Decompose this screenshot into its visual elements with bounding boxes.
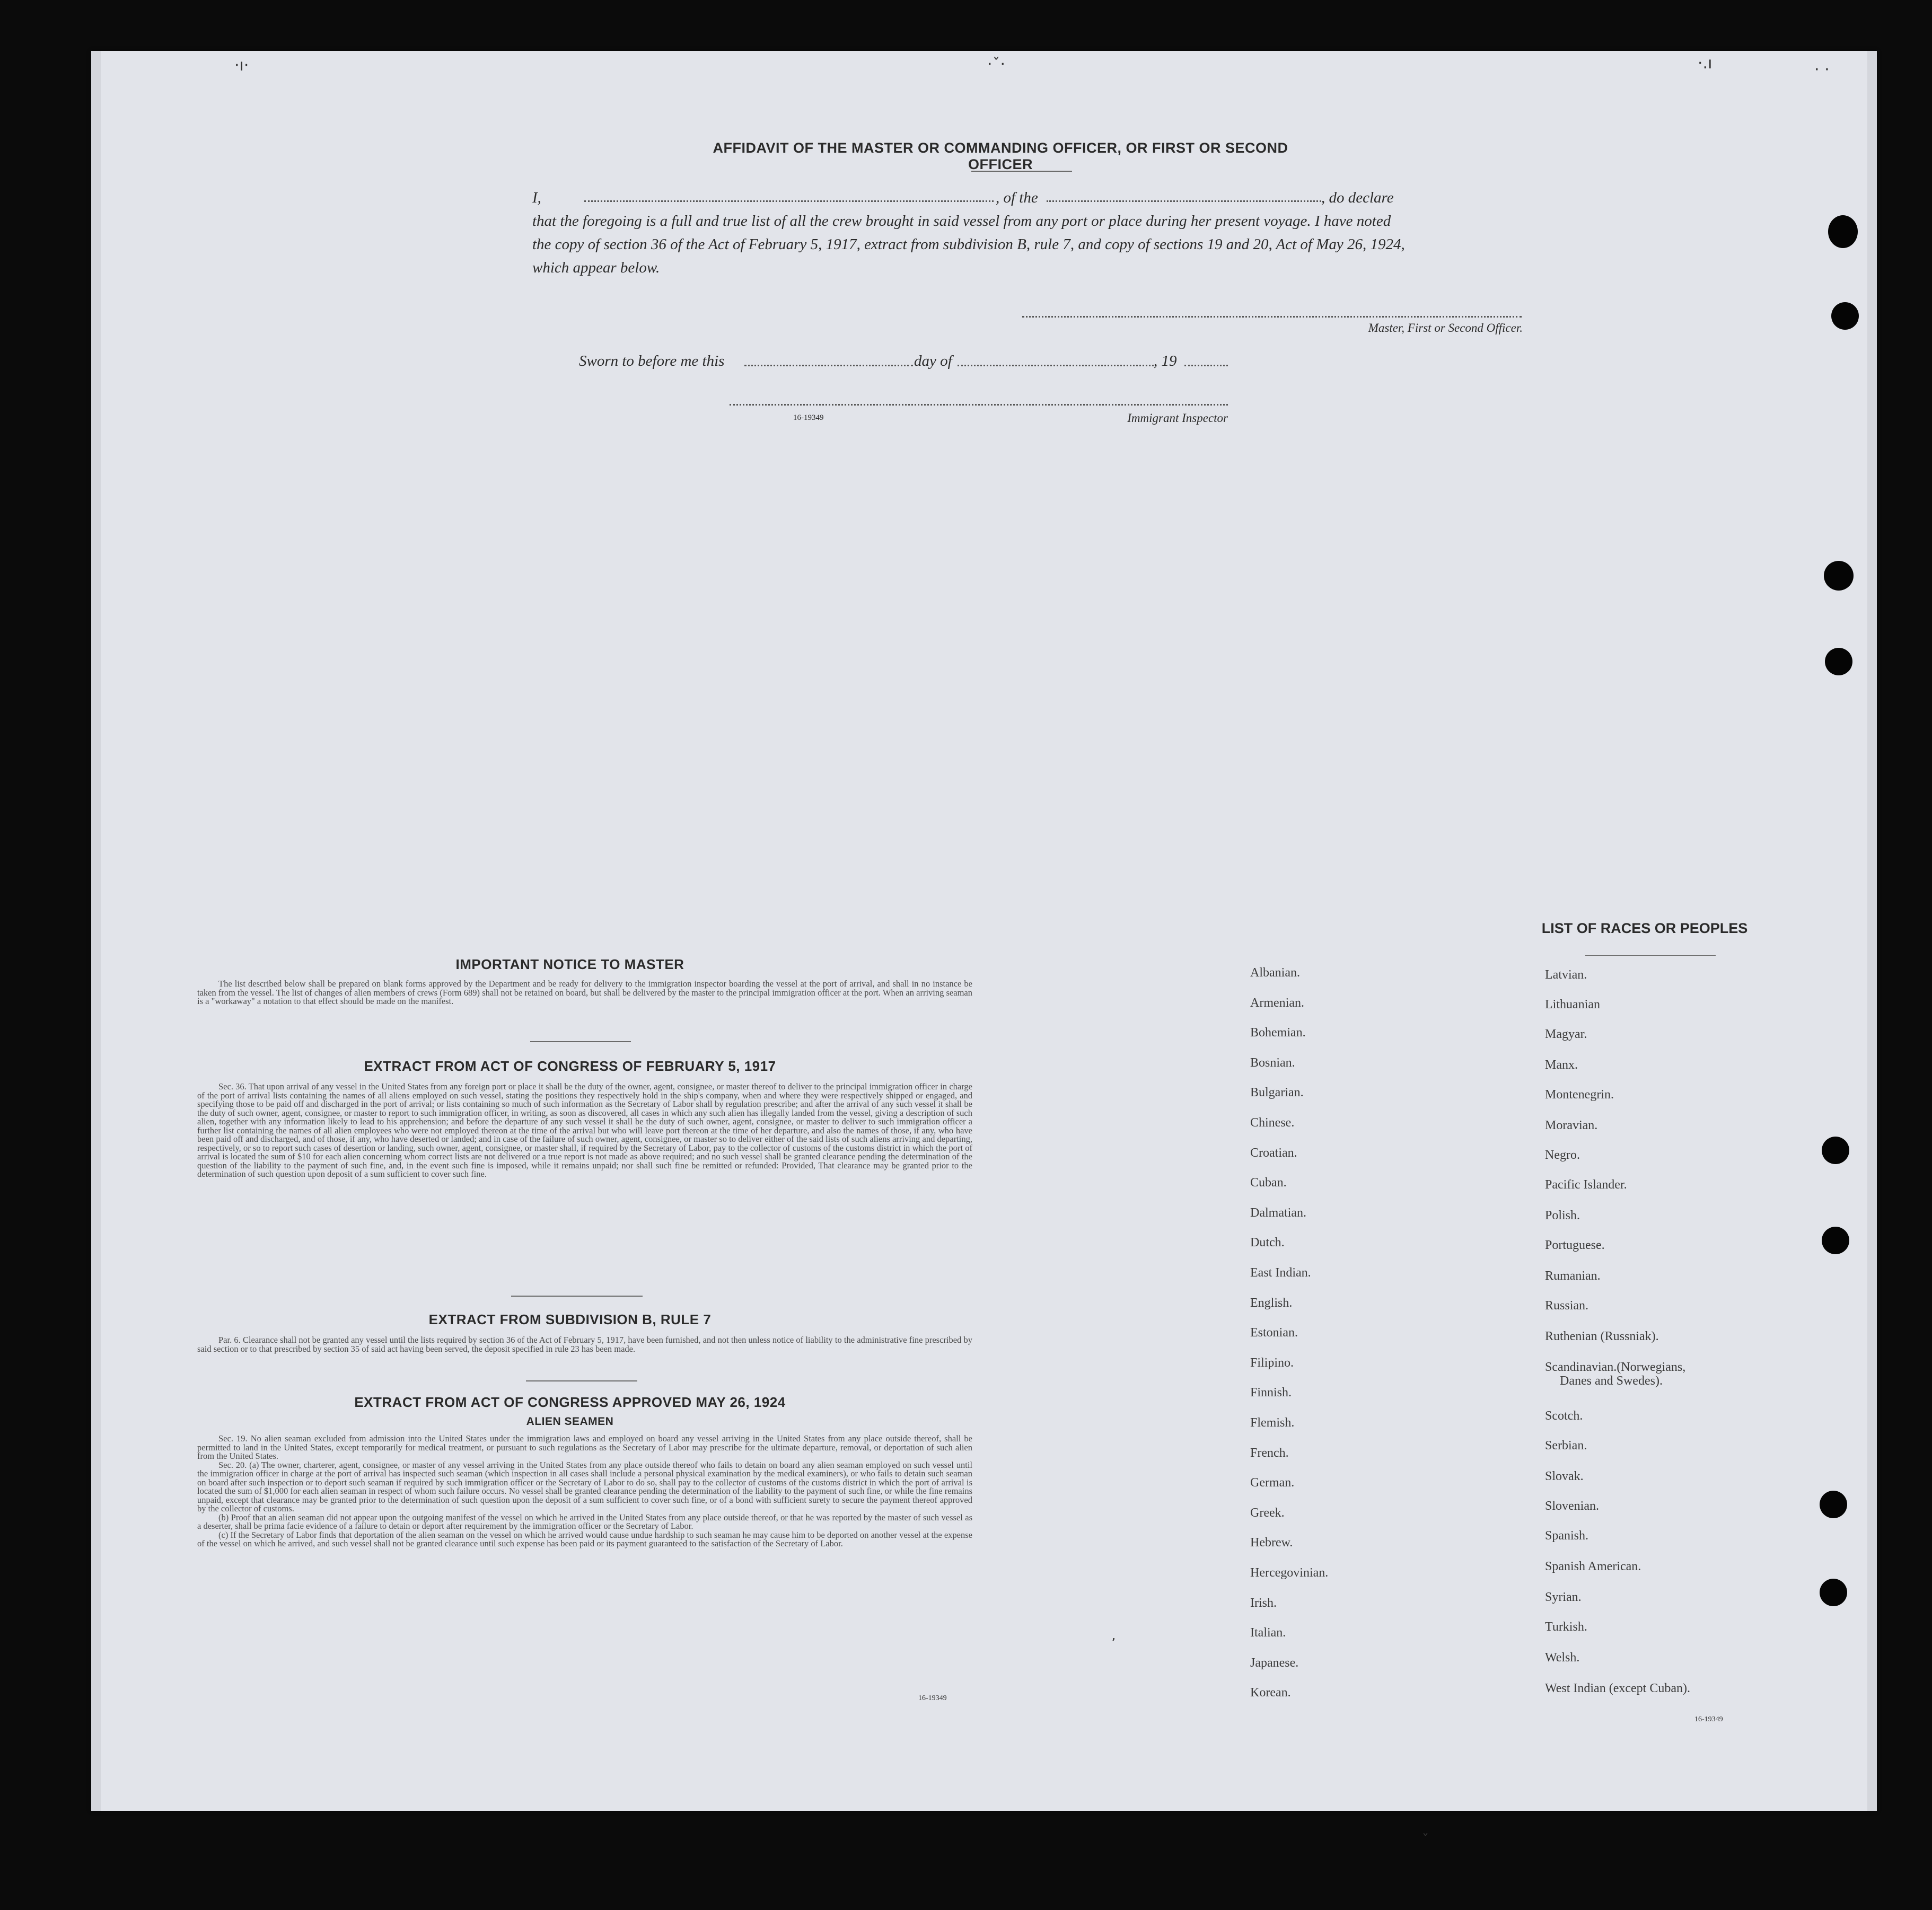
- page-edge-left: [91, 51, 101, 1811]
- race-right-item: Syrian.: [1545, 1590, 1582, 1604]
- race-left-item: Chinese.: [1250, 1116, 1295, 1130]
- race-left-item: Filipino.: [1250, 1356, 1294, 1370]
- sec-20a-paragraph: Sec. 20. (a) The owner, charterer, agent, consignee, or master of any vessel arriving in the United States from any place outside thereof who fails to detain on board any alien seaman employed on such vessel until the immigration officer in charge at the port of arrival has inspected such seaman (which inspection in all cases shall include a personal physical examination by the medical examiners), or who fails to detain such seaman on board after such inspection or to deport such seaman if required by such immigration officer or the Secretary of Labor to do so, shall pay to the collector of customs of the customs district in which the port of arrival is located the sum of $1,000 for each alien seaman in respect of whom such failure occurs. No vessel shall be granted clearance pending the determination of the liability to the payment of such fine, or while the fine remains unpaid, except that clearance may be granted prior to the determination of such question upon the deposit of a sum sufficient to cover such fine, or of a bond with sufficient surety to secure the payment thereof approved by the collector of customs.: [197, 1459, 972, 1513]
- race-left-item: Cuban.: [1250, 1176, 1287, 1190]
- race-left-item: Armenian.: [1250, 996, 1304, 1010]
- master-signature-label: Master, First or Second Officer.: [1368, 321, 1523, 335]
- binder-hole: [1825, 648, 1852, 675]
- important-notice-title: IMPORTANT NOTICE TO MASTER: [455, 956, 684, 972]
- race-left-item: Greek.: [1250, 1506, 1285, 1520]
- binder-hole: [1824, 561, 1854, 591]
- race-right-item: Slovak.: [1545, 1469, 1584, 1483]
- race-left-item: Bohemian.: [1250, 1026, 1306, 1040]
- sworn-month-blank: [958, 365, 1154, 366]
- scan-speck: · ·: [1814, 60, 1830, 79]
- act-1924-title: EXTRACT FROM ACT OF CONGRESS APPROVED MAY 26, 1924: [354, 1394, 786, 1410]
- sworn-day-blank: [744, 365, 913, 366]
- rule-7-title: EXTRACT FROM SUBDIVISION B, RULE 7: [428, 1312, 712, 1327]
- binder-hole: [1822, 1137, 1849, 1164]
- race-right-item: Slovenian.: [1545, 1499, 1599, 1513]
- scan-speck: ˇ: [1422, 1832, 1429, 1848]
- race-right-item: Portuguese.: [1545, 1238, 1605, 1252]
- affidavit-title: AFFIDAVIT OF THE MASTER OR COMMANDING OFFICER, OR FIRST OR SECOND OFFICER: [713, 140, 1288, 172]
- race-right-item: West Indian (except Cuban).: [1545, 1682, 1690, 1695]
- race-left-item: Hercegovinian.: [1250, 1566, 1329, 1580]
- sworn-prefix: Sworn to before me this: [579, 353, 725, 369]
- race-right-item: Pacific Islander.: [1545, 1178, 1627, 1192]
- race-right-item: Scotch.: [1545, 1409, 1583, 1423]
- affidavit-text-line-2: that the foregoing is a full and true list of all the crew brought in said vessel from any port or place during her present voyage. I have noted: [532, 213, 1391, 230]
- race-right-item: Serbian.: [1545, 1439, 1587, 1453]
- important-notice-text: [197, 980, 972, 1006]
- sec-20b-paragraph: (b) Proof that an alien seaman did not appear upon the outgoing manifest of the vessel on which he arrived in the United States from any place outside thereof, or that he was reported by the master of such vessel as a deserter, shall be prima facie evidence of a failure to detain or deport after requirement by the immigration officer or the Secretary of Labor.: [197, 1512, 972, 1531]
- master-signature-line: [1022, 316, 1522, 318]
- race-right-item: Negro.: [1545, 1148, 1580, 1162]
- race-right-item: Ruthenian (Russniak).: [1545, 1330, 1659, 1343]
- sworn-day-label: day of: [914, 353, 952, 369]
- race-left-item: French.: [1250, 1446, 1289, 1460]
- document-page: [91, 51, 1877, 1848]
- race-left-item: English.: [1250, 1296, 1293, 1310]
- affidavit-i-label: I,: [532, 189, 541, 206]
- race-left-item: Flemish.: [1250, 1416, 1295, 1430]
- binder-hole: [1822, 1227, 1849, 1254]
- race-right-item: Turkish.: [1545, 1620, 1587, 1634]
- name-blank-line: [584, 200, 994, 202]
- race-right-item: Spanish.: [1545, 1529, 1589, 1543]
- race-right-item: Polish.: [1545, 1209, 1580, 1222]
- race-right-item: Latvian.: [1545, 968, 1587, 982]
- race-right-item: Lithuanian: [1545, 998, 1600, 1011]
- notices-form-number: 16-19349: [918, 1694, 947, 1702]
- race-right-item: Rumanian.: [1545, 1269, 1601, 1283]
- race-left-item: Dalmatian.: [1250, 1205, 1306, 1220]
- scan-speck: ·ı·: [234, 56, 249, 75]
- scan-speck: ·.ı: [1698, 54, 1713, 73]
- binder-hole: [1831, 302, 1859, 330]
- act-1917-text: [197, 1082, 972, 1179]
- binder-hole: [1820, 1579, 1847, 1606]
- scan-speck: ʼ: [1111, 1636, 1116, 1652]
- race-left-item: Finnish.: [1250, 1386, 1292, 1400]
- declare-label: , do declare: [1321, 189, 1394, 206]
- sworn-year-blank: [1184, 365, 1228, 366]
- race-left-item: German.: [1250, 1476, 1295, 1490]
- race-right-item: Manx.: [1545, 1058, 1578, 1072]
- par-6-paragraph: Par. 6. Clearance shall not be granted any vessel until the lists required by section 36 of the Act of February 5, 1917, have been furnished, and not then unless notice of liability to the administrative fine prescribed by said section or to that prescribed by section 35 of said act having been served, the deposit specified in rule 23 has been made.: [197, 1335, 972, 1354]
- section-divider: [511, 1296, 643, 1297]
- race-left-item: Albanian.: [1250, 966, 1300, 980]
- inspector-signature-line: [730, 404, 1228, 406]
- sec-36-paragraph: Sec. 36. That upon arrival of any vessel in the United States from any foreign port or place it shall be the duty of the owner, agent, consignee, or master thereof to deliver to the principal immigration officer in charge of the port of arrival lists containing the names of all aliens employed on such vessel, stating the positions they respectively hold in the ship's company, when and where they were respectively shipped or engaged, and specifying those to be paid off and discharged in the port of arrival; or lists containing so much of such information as the Secretary of Labor shall by regulation prescribe; and after the arrival of any such vessel it shall be the duty of such owner, agent, consignee, or master to report to such immigration officer, in writing, as soon as discovered, all cases in which any such alien has illegally landed from the vessel, giving a description of such alien, together with any information likely to lead to his apprehension; and before the departure of any such vessel it shall be the duty of such owner, agent, consignee, or master to deliver to such immigration officer a further list containing the names of all alien employees who were not employed thereon at the time of the arrival but who will leave port thereon at the time of her departure, and also the names of those, if any, who have been paid off and discharged, and of those, if any, who have deserted or landed; and in case of the failure of such owner, agent, consignee, or master so to deliver either of the said lists of such aliens arriving and departing, respectively, or so to report such cases of desertion or landing, such owner, agent, consignee, or master shall, if required by the Secretary of Labor, pay to the collector of customs of the customs district in which the port of arrival is located the sum of $10 for each alien concerning whom correct lists are not delivered or a true report is not made as above required; and no such vessel shall be granted clearance pending the determination of the question of the liability to the payment of such fine, and, in the event such fine is imposed, while it remains unpaid; nor shall such fine be remitted or refunded: Provided, That clearance may be granted prior to the determination of such question upon deposit of a sum sufficient to cover such fine.: [197, 1081, 972, 1179]
- sec-20c-paragraph: (c) If the Secretary of Labor finds that deportation of the alien seaman on the vessel on which he arrived would cause undue hardship to such seaman he may cause him to be deported on another vessel at the expense of the vessel on which he arrived, and such vessel shall not be granted clearance until such expense has been paid or its payment guaranteed to the satisfaction of the Secretary of Labor.: [197, 1529, 972, 1548]
- of-the-label: , of the: [996, 189, 1038, 206]
- binder-hole: [1820, 1491, 1847, 1518]
- race-left-item: Bulgarian.: [1250, 1086, 1304, 1100]
- race-right-item: Russian.: [1545, 1299, 1589, 1313]
- sec-19-paragraph: Sec. 19. No alien seaman excluded from admission into the United States under the immigration laws and employed on board any vessel arriving in the United States from any place outside thereof, shall be permitted to land in the United States, except temporarily for medical treatment, or pursuant to such regulations as the Secretary of Labor may prescribe for the ultimate departure, removal, or deportation of such alien from the United States.: [197, 1433, 972, 1461]
- section-divider: [530, 1041, 631, 1042]
- affidavit-text-line-3: the copy of section 36 of the Act of February 5, 1917, extract from subdivision B, rule 7, and copy of sections 19 and 20, Act of May 26, 1924,: [532, 236, 1405, 253]
- race-left-item: Italian.: [1250, 1626, 1286, 1640]
- vessel-blank-line: [1047, 200, 1321, 202]
- races-divider: [1585, 955, 1716, 956]
- race-left-item: Hebrew.: [1250, 1536, 1293, 1550]
- act-1917-title: EXTRACT FROM ACT OF CONGRESS OF FEBRUARY 5, 1917: [364, 1058, 776, 1074]
- affidavit-text-line-4: which appear below.: [532, 259, 660, 276]
- race-right-item: Spanish American.: [1545, 1560, 1641, 1573]
- title-divider: [971, 171, 1072, 172]
- rule-7-text: [197, 1336, 972, 1353]
- scan-speck: ·ˇ·: [987, 55, 1006, 74]
- race-left-item: Estonian.: [1250, 1326, 1298, 1340]
- important-notice-paragraph: The list described below shall be prepared on blank forms approved by the Department and be ready for delivery to the immigration inspector boarding the vessel at the port of arrival, and shall in no instance be taken from the vessel. The list of changes of alien members of crews (Form 689) shall not be retained on board, but shall be delivered by the master to the principal immigration officer at the port. When an arriving seaman is a "workaway" a notation to that effect should be made on the manifest.: [197, 979, 972, 1006]
- race-right-item: Moravian.: [1545, 1119, 1598, 1132]
- alien-seamen-subtitle: ALIEN SEAMEN: [526, 1415, 614, 1428]
- race-right-item: Montenegrin.: [1545, 1088, 1614, 1102]
- sworn-year-label: , 19: [1154, 353, 1177, 369]
- race-right-item: Danes and Swedes).: [1560, 1374, 1663, 1388]
- race-right-item: Welsh.: [1545, 1651, 1580, 1665]
- race-left-item: East Indian.: [1250, 1266, 1311, 1280]
- race-left-item: Korean.: [1250, 1686, 1291, 1700]
- race-left-item: Croatian.: [1250, 1146, 1297, 1160]
- races-form-number: 16-19349: [1694, 1715, 1723, 1723]
- race-right-item: Magyar.: [1545, 1027, 1587, 1041]
- race-left-item: Dutch.: [1250, 1236, 1285, 1250]
- section-divider: [526, 1380, 637, 1381]
- race-right-item: Scandinavian.(Norwegians,: [1545, 1360, 1686, 1374]
- inspector-label: Immigrant Inspector: [1127, 411, 1228, 425]
- affidavit-form-number: 16-19349: [793, 413, 824, 422]
- act-1924-text: [197, 1434, 972, 1548]
- races-title: LIST OF RACES OR PEOPLES: [1541, 920, 1748, 936]
- race-left-item: Japanese.: [1250, 1656, 1299, 1670]
- race-left-item: Bosnian.: [1250, 1055, 1295, 1070]
- binder-hole: [1828, 215, 1858, 248]
- race-left-item: Irish.: [1250, 1596, 1277, 1610]
